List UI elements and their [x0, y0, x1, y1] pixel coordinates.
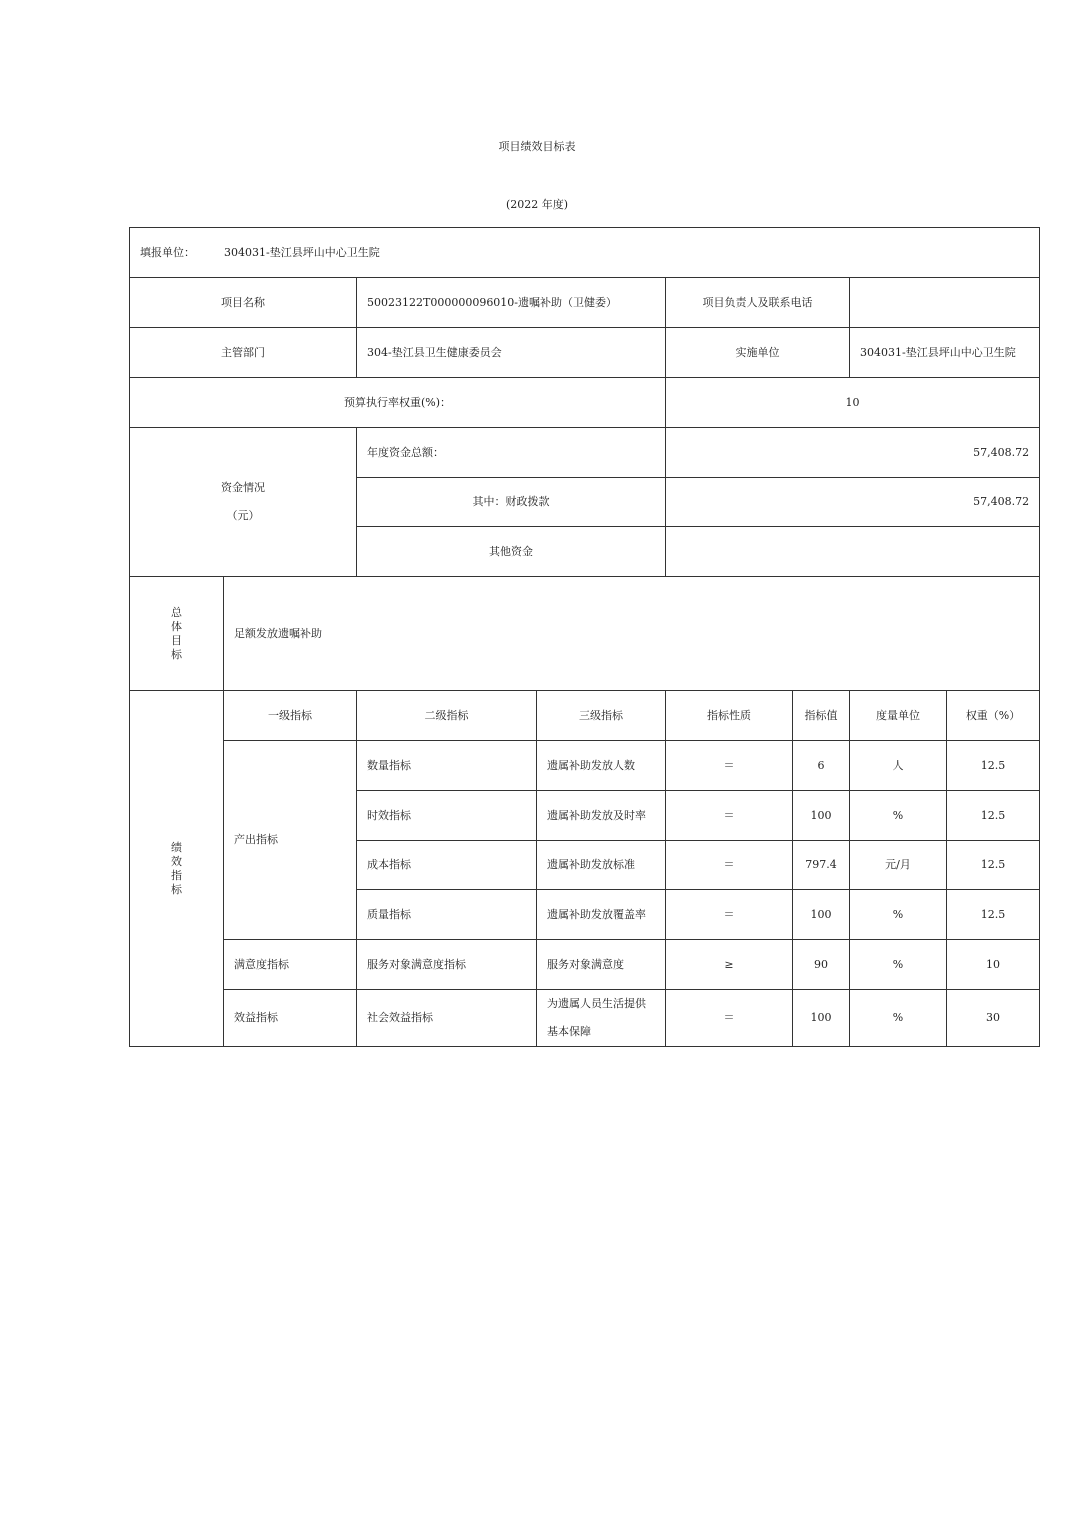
- header-level1: 一级指标: [224, 691, 357, 741]
- unit-row: [130, 228, 1040, 278]
- level3-cell: 遗属补助发放标准: [537, 841, 666, 890]
- contact-value: [850, 278, 1040, 328]
- weight-cell: 12.5: [947, 741, 1040, 791]
- indicators-label: [130, 691, 224, 1047]
- budget-rate-row: [130, 378, 1040, 428]
- funds-other-value: [666, 527, 1040, 577]
- goal-label-char: 体: [171, 619, 182, 633]
- dept-row: [130, 328, 1040, 378]
- unit-cell: 人: [850, 741, 947, 791]
- level2-cell: 时效指标: [357, 791, 537, 841]
- unit-cell: %: [850, 791, 947, 841]
- unit-value: 304031-垫江县坪山中心卫生院: [224, 245, 380, 259]
- table-row: [130, 990, 1040, 1047]
- goal-label-char: 总: [171, 605, 182, 619]
- funds-fiscal-label: 其中：财政拨款: [357, 478, 666, 527]
- goal-row: [130, 577, 1040, 691]
- nature-cell: ＝: [666, 890, 793, 940]
- header-weight: 权重（%）: [947, 691, 1040, 741]
- funds-total-value: 57,408.72: [666, 428, 1040, 478]
- project-name-label: 项目名称: [130, 278, 357, 328]
- level3-cell: 遗属补助发放覆盖率: [537, 890, 666, 940]
- header-level2: 二级指标: [357, 691, 537, 741]
- funds-other-label: 其他资金: [357, 527, 666, 577]
- output-label: 产出指标: [224, 741, 357, 940]
- goal-text: 足额发放遗嘱补助: [224, 577, 1040, 691]
- goal-label-char: 标: [171, 647, 182, 661]
- value-cell: 100: [793, 791, 850, 841]
- level1-cell: 满意度指标: [224, 940, 357, 990]
- nature-cell: ＝: [666, 791, 793, 841]
- unit-cell: %: [850, 990, 947, 1047]
- weight-cell: 12.5: [947, 841, 1040, 890]
- nature-cell: ≥: [666, 940, 793, 990]
- dept-value: 304-垫江县卫生健康委员会: [357, 328, 666, 378]
- indicators-label-char: 指: [171, 868, 182, 882]
- indicators-label-char: 绩: [171, 840, 182, 854]
- level3-cell: 为遗属人员生活提供基本保障: [537, 990, 666, 1047]
- unit-cell: 元/月: [850, 841, 947, 890]
- funds-label-line1: 资金情况: [221, 481, 265, 494]
- project-name-row: [130, 278, 1040, 328]
- goal-label-char: 目: [171, 633, 182, 647]
- nature-cell: ＝: [666, 990, 793, 1047]
- project-name-value: 50023122T000000096010-遗嘱补助（卫健委）: [357, 278, 666, 328]
- level1-cell: 效益指标: [224, 990, 357, 1047]
- level2-cell: 社会效益指标: [357, 990, 537, 1047]
- nature-cell: ＝: [666, 841, 793, 890]
- goal-label: [130, 577, 224, 691]
- unit-label: 填报单位：: [140, 245, 195, 259]
- performance-table: [129, 227, 1040, 1047]
- level2-cell: 数量指标: [357, 741, 537, 791]
- value-cell: 100: [793, 990, 850, 1047]
- header-unit: 度量单位: [850, 691, 947, 741]
- value-cell: 100: [793, 890, 850, 940]
- doc-year: (2022 年度): [505, 198, 569, 211]
- weight-cell: 12.5: [947, 890, 1040, 940]
- budget-rate-value: 10: [666, 378, 1040, 428]
- impl-value: 304031-垫江县坪山中心卫生院: [850, 328, 1040, 378]
- indicator-header-row: [130, 691, 1040, 741]
- budget-rate-label: 预算执行率权重(%)：: [130, 378, 666, 428]
- header-value: 指标值: [793, 691, 850, 741]
- unit-cell: %: [850, 940, 947, 990]
- contact-label: 项目负责人及联系电话: [666, 278, 850, 328]
- level2-cell: 服务对象满意度指标: [357, 940, 537, 990]
- funds-label: [130, 428, 357, 577]
- value-cell: 797.4: [793, 841, 850, 890]
- weight-cell: 12.5: [947, 791, 1040, 841]
- weight-cell: 30: [947, 990, 1040, 1047]
- header-level3: 三级指标: [537, 691, 666, 741]
- level2-cell: 质量指标: [357, 890, 537, 940]
- funds-fiscal-value: 57,408.72: [666, 478, 1040, 527]
- table-row: [130, 741, 1040, 791]
- level3-cell: 遗属补助发放及时率: [537, 791, 666, 841]
- funds-label-line2: （元）: [226, 509, 260, 522]
- indicators-label-char: 效: [171, 854, 182, 868]
- level3-cell: 服务对象满意度: [537, 940, 666, 990]
- value-cell: 6: [793, 741, 850, 791]
- header-nature: 指标性质: [666, 691, 793, 741]
- level2-cell: 成本指标: [357, 841, 537, 890]
- level3-cell: 遗属补助发放人数: [537, 741, 666, 791]
- nature-cell: ＝: [666, 741, 793, 791]
- funds-total-row: [130, 428, 1040, 478]
- indicators-label-char: 标: [171, 882, 182, 896]
- value-cell: 90: [793, 940, 850, 990]
- doc-title: 项目绩效目标表: [498, 140, 576, 153]
- weight-cell: 10: [947, 940, 1040, 990]
- unit-cell: %: [850, 890, 947, 940]
- table-row: [130, 940, 1040, 990]
- funds-total-label: 年度资金总额：: [357, 428, 666, 478]
- impl-label: 实施单位: [666, 328, 850, 378]
- dept-label: 主管部门: [130, 328, 357, 378]
